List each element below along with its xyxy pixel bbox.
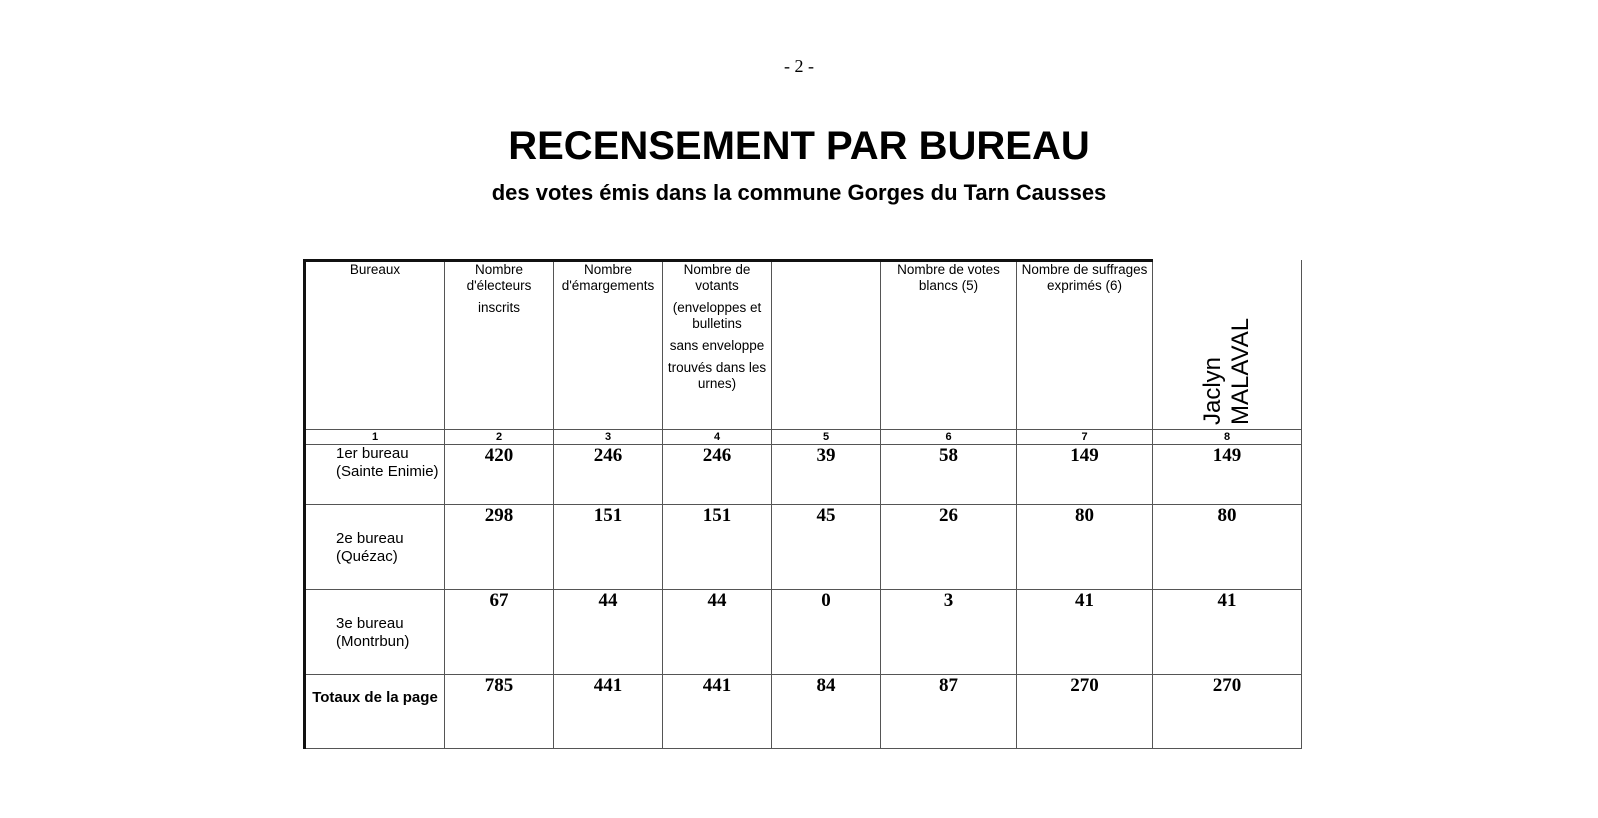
document-title: RECENSEMENT PAR BUREAU bbox=[508, 124, 1090, 168]
cell-emargements: 151 bbox=[554, 505, 663, 590]
header-bureaux bbox=[305, 261, 445, 430]
header-votants bbox=[663, 261, 772, 430]
cell-col5: 0 bbox=[772, 590, 881, 675]
header-blancs-line-1: Nombre de votes blancs (5) bbox=[897, 262, 1000, 293]
header-exprimes-line-1: Nombre de suffrages exprimés (6) bbox=[1021, 262, 1148, 293]
table-row bbox=[305, 590, 1302, 675]
total-votants: 441 bbox=[663, 675, 772, 749]
total-exprimes: 270 bbox=[1017, 675, 1153, 749]
header-votants-line-2: (enveloppes et bulletins bbox=[672, 300, 762, 331]
candidate-name: Jaclyn MALAVAL bbox=[1199, 317, 1254, 425]
page-number: - 2 - bbox=[784, 56, 814, 76]
bureau-label: 3e bureau (Montrbun) bbox=[305, 590, 445, 675]
header-inscrits-line-2: inscrits bbox=[477, 300, 520, 315]
header-votants-line-1: Nombre de votants bbox=[683, 262, 751, 293]
column-number: 8 bbox=[1153, 430, 1302, 445]
bureau-label: 1er bureau (Sainte Enimie) bbox=[305, 445, 445, 505]
column-number: 1 bbox=[305, 430, 445, 445]
column-number: 3 bbox=[554, 430, 663, 445]
header-emargements bbox=[554, 261, 663, 430]
cell-exprimes: 149 bbox=[1017, 445, 1153, 505]
cell-candidate: 149 bbox=[1153, 445, 1302, 505]
column-number: 5 bbox=[772, 430, 881, 445]
cell-exprimes: 41 bbox=[1017, 590, 1153, 675]
cell-votants: 44 bbox=[663, 590, 772, 675]
header-bureaux-text: Bureaux bbox=[349, 262, 401, 277]
cell-inscrits: 298 bbox=[445, 505, 554, 590]
cell-emargements: 246 bbox=[554, 445, 663, 505]
cell-exprimes: 80 bbox=[1017, 505, 1153, 590]
column-number: 4 bbox=[663, 430, 772, 445]
totals-row bbox=[305, 675, 1302, 749]
total-emargements: 441 bbox=[554, 675, 663, 749]
total-col5: 84 bbox=[772, 675, 881, 749]
cell-inscrits: 67 bbox=[445, 590, 554, 675]
cell-votants: 151 bbox=[663, 505, 772, 590]
column-number: 7 bbox=[1017, 430, 1153, 445]
header-exprimes bbox=[1017, 261, 1153, 430]
header-candidate bbox=[1153, 261, 1302, 430]
header-emargements-line-1: Nombre d'émargements bbox=[561, 262, 655, 293]
header-votants-line-3: sans enveloppe bbox=[669, 338, 765, 353]
total-inscrits: 785 bbox=[445, 675, 554, 749]
cell-col5: 39 bbox=[772, 445, 881, 505]
cell-candidate: 80 bbox=[1153, 505, 1302, 590]
cell-emargements: 44 bbox=[554, 590, 663, 675]
header-votants-line-4: trouvés dans les urnes) bbox=[667, 360, 767, 391]
table-row bbox=[305, 445, 1302, 505]
cell-inscrits: 420 bbox=[445, 445, 554, 505]
column-number-row bbox=[305, 430, 1302, 445]
cell-blancs: 26 bbox=[881, 505, 1017, 590]
totals-label: Totaux de la page bbox=[305, 675, 445, 749]
header-inscrits-line-1: Nombre d'électeurs bbox=[466, 262, 532, 293]
bureau-label: 2e bureau (Quézac) bbox=[305, 505, 445, 590]
cell-votants: 246 bbox=[663, 445, 772, 505]
column-number: 2 bbox=[445, 430, 554, 445]
cell-col5: 45 bbox=[772, 505, 881, 590]
total-candidate: 270 bbox=[1153, 675, 1302, 749]
header-inscrits bbox=[445, 261, 554, 430]
column-number: 6 bbox=[881, 430, 1017, 445]
table-row bbox=[305, 505, 1302, 590]
header-row bbox=[305, 261, 1302, 430]
cell-blancs: 3 bbox=[881, 590, 1017, 675]
header-blancs bbox=[881, 261, 1017, 430]
total-blancs: 87 bbox=[881, 675, 1017, 749]
document-subtitle: des votes émis dans la commune Gorges du Tarn Causses bbox=[491, 180, 1107, 205]
recount-table bbox=[303, 259, 1302, 749]
cell-blancs: 58 bbox=[881, 445, 1017, 505]
header-col5 bbox=[772, 261, 881, 430]
cell-candidate: 41 bbox=[1153, 590, 1302, 675]
